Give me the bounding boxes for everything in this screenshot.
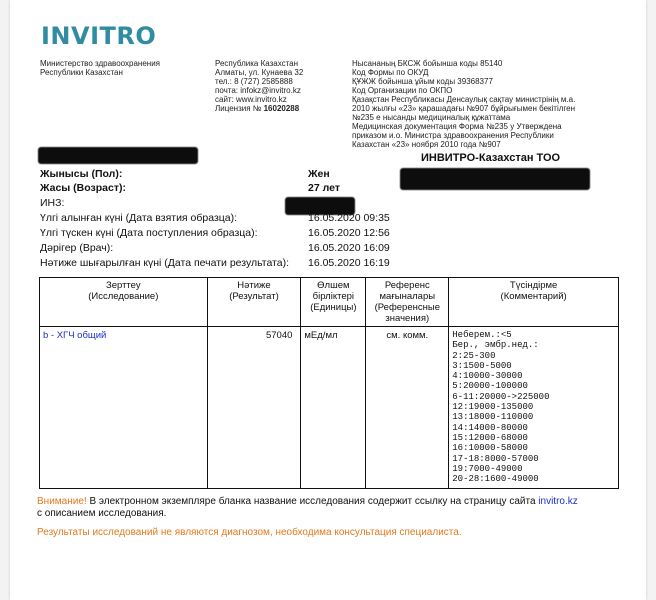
comment-cell	[449, 327, 619, 489]
form-line: Нысананың БКСЖ бойынша коды 85140	[352, 59, 503, 68]
license-line	[215, 104, 350, 113]
results-header-row	[40, 278, 619, 327]
header-text: Нәтиже	[237, 280, 271, 291]
comment-line: 6-11:20000->225000	[452, 391, 550, 402]
form-line: ҚҰЖЖ бойынша ұйым коды 39368377	[352, 77, 493, 86]
comment-line: 2:25-300	[452, 350, 496, 361]
age-value: 27 лет	[308, 182, 340, 194]
license-number: 16020288	[263, 104, 300, 113]
header-reference	[366, 278, 449, 327]
form-line: Казахстан «23» ноября 2010 года №907	[352, 140, 501, 149]
header-units	[301, 278, 366, 327]
header-text: Өлшем	[317, 280, 350, 291]
form-line: Медицинская документация Форма №235 у Утверждена	[352, 122, 562, 131]
header-text: (Комментарий)	[500, 291, 567, 302]
form-line: Қазақстан Республикасы Денсаулық сақтау министрінің м.а.	[352, 95, 576, 104]
results-table	[39, 277, 619, 489]
redacted-lab-contact	[400, 168, 590, 190]
electronic-copy-notice	[37, 496, 617, 520]
ministry-line: Министерство здравоохранения	[40, 59, 160, 68]
ministry-block	[40, 59, 200, 77]
comment-line: Неберем.:<5	[452, 330, 512, 340]
comment-line: 15:12000-68000	[452, 432, 528, 443]
comment-line: 12:19000-135000	[452, 402, 534, 413]
lab-name: ИНВИТРО-Казахстан ТОО	[421, 152, 561, 164]
form-line: Код Организации по ОКПО	[352, 86, 453, 95]
sex-label: Жынысы (Пол):	[40, 168, 123, 180]
comment-line: 19:7000-49000	[452, 463, 523, 474]
address-line: Алматы, ул. Кунаева 32	[215, 68, 304, 77]
notice-text-continued: с описанием исследования.	[37, 508, 167, 519]
header-text: Түсіндірме	[509, 280, 558, 291]
notice-warning: Внимание!	[37, 496, 87, 507]
address-block	[215, 59, 350, 113]
printed-label: Нәтиже шығарылған күні (Дата печати результата):	[40, 257, 290, 269]
comment-line: Бер., эмбр.нед.:	[452, 340, 539, 351]
invitro-site-link[interactable]: invitro.kz	[538, 496, 578, 507]
comment-line: 20-28:1600-49000	[452, 474, 539, 485]
form-codes-block	[352, 59, 612, 149]
comment-line: 3:1500-5000	[452, 360, 512, 371]
ministry-line: Республики Казахстан	[40, 68, 123, 77]
address-line: тел.: 8 (727) 2585888	[215, 77, 293, 86]
disclaimer-text: Результаты исследований не являются диагнозом, необходима консультация специалиста.	[37, 527, 462, 538]
comment-line: 13:18000-110000	[452, 412, 534, 423]
inz-label: ИНЗ:	[40, 197, 65, 209]
address-line: сайт: www.invitro.kz	[215, 95, 287, 104]
header-text: (Исследование)	[88, 291, 159, 302]
doctor-label: Дәрігер (Врач):	[40, 242, 114, 254]
comment-line: 4:10000-30000	[452, 371, 523, 382]
sample-taken-label: Үлгі алынған күні (Дата взятия образца):	[40, 212, 238, 224]
comment-line: 17-18:8000-57000	[452, 453, 539, 464]
comment-line: 5:20000-100000	[452, 381, 528, 392]
result-value: 57040	[207, 327, 301, 489]
header-text: бірліктері	[312, 291, 355, 302]
sample-received-label: Үлгі түскен күні (Дата поступления образца):	[40, 227, 258, 239]
header-text: значения)	[385, 313, 430, 324]
form-line: 2010 жылғы «23» қарашадағы №907 бұйрығымен бекітілген	[352, 104, 576, 113]
header-text: (Результат)	[229, 291, 279, 302]
header-text: (Единицы)	[310, 302, 357, 313]
sex-value: Жен	[308, 168, 330, 180]
redacted-patient-name	[38, 147, 198, 164]
license-label: Лицензия №	[215, 104, 262, 113]
address-line: Республика Казахстан	[215, 59, 299, 68]
units-value: мЕд/мл	[301, 327, 366, 489]
doctor-value: 16.05.2020 16:09	[308, 242, 390, 254]
header-text: Референс	[384, 280, 430, 291]
header-comment	[449, 278, 619, 327]
header-study	[40, 278, 208, 327]
notice-text: В электронном экземпляре бланка название исследования содержит ссылку на страницу сайта	[86, 496, 539, 507]
invitro-logo: INVITRO	[41, 22, 157, 50]
header-text: Зерттеу	[105, 280, 141, 291]
printed-value: 16.05.2020 16:19	[308, 257, 390, 269]
sample-received-value: 16.05.2020 12:56	[308, 227, 390, 239]
test-name-link[interactable]: b - ХГЧ общий	[43, 330, 107, 341]
form-line: приказом и.о. Министра здравоохранения Республики	[352, 131, 554, 140]
age-label: Жасы (Возраст):	[40, 182, 126, 194]
table-row	[40, 327, 619, 489]
comment-line: 14:14000-80000	[452, 422, 528, 433]
reference-value: см. комм.	[366, 327, 449, 489]
comment-line: 16:10000-58000	[452, 443, 528, 454]
form-line: №235 е нысанды медициналық құжаттама	[352, 113, 511, 122]
header-text: мағыналары	[379, 291, 436, 302]
lab-report-sheet	[10, 0, 646, 600]
test-name-cell	[40, 327, 208, 489]
header-result	[207, 278, 301, 327]
address-line: почта: infokz@invitro.kz	[215, 86, 301, 95]
sample-taken-value: 16.05.2020 09:35	[308, 212, 390, 224]
form-line: Код Формы по ОКУД	[352, 68, 429, 77]
header-text: (Референсные	[374, 302, 440, 313]
